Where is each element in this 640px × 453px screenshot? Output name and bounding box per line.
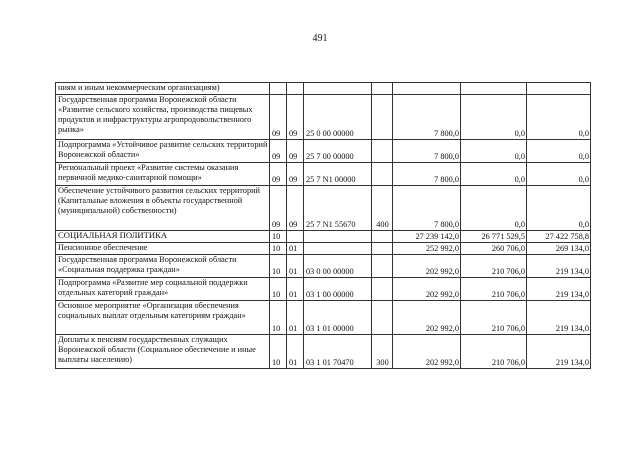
budget-table — [55, 82, 591, 369]
row-target-article: 03 1 00 00000 — [304, 278, 372, 301]
row-amount-year-3: 219 134,0 — [527, 335, 591, 369]
row-amount-year-1 — [393, 83, 461, 95]
row-subsection-code: 09 — [287, 186, 304, 231]
row-name: Обеспечение устойчивого развития сельских территорий (Капитальные вложения в объекты государственной (муниципальной) собственности) — [56, 186, 270, 231]
row-expense-type — [372, 83, 393, 95]
row-expense-type — [372, 140, 393, 163]
table-row — [56, 301, 591, 335]
row-expense-type — [372, 163, 393, 186]
row-amount-year-1: 7 800,0 — [393, 163, 461, 186]
row-name: Подпрограмма «Устойчивое развитие сельских территорий Воронежской области» — [56, 140, 270, 163]
row-expense-type — [372, 95, 393, 140]
row-section-code: 10 — [270, 243, 287, 255]
row-amount-year-1: 202 992,0 — [393, 278, 461, 301]
table-row — [56, 163, 591, 186]
row-amount-year-1: 27 239 142,0 — [393, 231, 461, 243]
table-row — [56, 231, 591, 243]
row-target-article: 03 1 01 70470 — [304, 335, 372, 369]
row-amount-year-2: 0,0 — [461, 186, 527, 231]
row-amount-year-3: 0,0 — [527, 95, 591, 140]
row-amount-year-1: 7 800,0 — [393, 186, 461, 231]
table-row — [56, 255, 591, 278]
row-target-article: 25 7 N1 00000 — [304, 163, 372, 186]
table-row — [56, 335, 591, 369]
row-section-code: 10 — [270, 231, 287, 243]
row-expense-type — [372, 231, 393, 243]
row-expense-type — [372, 301, 393, 335]
row-amount-year-3 — [527, 83, 591, 95]
row-target-article: 25 7 N1 55670 — [304, 186, 372, 231]
row-amount-year-1: 7 800,0 — [393, 95, 461, 140]
row-amount-year-3: 219 134,0 — [527, 255, 591, 278]
row-amount-year-2: 210 706,0 — [461, 255, 527, 278]
row-amount-year-2: 210 706,0 — [461, 301, 527, 335]
row-amount-year-2: 260 706,0 — [461, 243, 527, 255]
row-target-article: 25 7 00 00000 — [304, 140, 372, 163]
table-row — [56, 278, 591, 301]
row-section-code: 10 — [270, 335, 287, 369]
row-amount-year-2: 210 706,0 — [461, 335, 527, 369]
row-section-code: 09 — [270, 163, 287, 186]
row-target-article: 25 0 00 00000 — [304, 95, 372, 140]
row-amount-year-1: 202 992,0 — [393, 301, 461, 335]
row-subsection-code: 09 — [287, 163, 304, 186]
row-name: СОЦИАЛЬНАЯ ПОЛИТИКА — [56, 231, 270, 243]
row-subsection-code: 01 — [287, 255, 304, 278]
row-subsection-code: 01 — [287, 243, 304, 255]
row-name: Региональный проект «Развитие системы оказания первичной медико-санитарной помощи» — [56, 163, 270, 186]
row-amount-year-1: 202 992,0 — [393, 255, 461, 278]
row-subsection-code: 09 — [287, 140, 304, 163]
row-subsection-code — [287, 83, 304, 95]
row-amount-year-3: 0,0 — [527, 163, 591, 186]
table-row — [56, 95, 591, 140]
row-section-code: 10 — [270, 301, 287, 335]
row-section-code: 09 — [270, 140, 287, 163]
row-amount-year-2: 0,0 — [461, 140, 527, 163]
row-name: Подпрограмма «Развитие мер социальной поддержки отдельных категорий граждан» — [56, 278, 270, 301]
row-target-article — [304, 243, 372, 255]
table-row — [56, 140, 591, 163]
row-section-code: 10 — [270, 255, 287, 278]
row-amount-year-3: 219 134,0 — [527, 278, 591, 301]
row-target-article — [304, 231, 372, 243]
table-row — [56, 83, 591, 95]
row-amount-year-2: 0,0 — [461, 95, 527, 140]
row-expense-type: 300 — [372, 335, 393, 369]
row-expense-type — [372, 243, 393, 255]
table-row — [56, 243, 591, 255]
row-name: Государственная программа Воронежской области «Социальная поддержка граждан» — [56, 255, 270, 278]
row-amount-year-3: 219 134,0 — [527, 301, 591, 335]
row-amount-year-2: 0,0 — [461, 163, 527, 186]
row-amount-year-1: 7 800,0 — [393, 140, 461, 163]
row-expense-type: 400 — [372, 186, 393, 231]
row-subsection-code: 01 — [287, 335, 304, 369]
row-subsection-code — [287, 231, 304, 243]
row-name: Пенсионное обеспечение — [56, 243, 270, 255]
row-target-article — [304, 83, 372, 95]
row-amount-year-3: 0,0 — [527, 186, 591, 231]
row-subsection-code: 09 — [287, 95, 304, 140]
row-amount-year-1: 252 992,0 — [393, 243, 461, 255]
row-target-article: 03 1 01 00000 — [304, 301, 372, 335]
row-section-code: 09 — [270, 186, 287, 231]
row-section-code: 10 — [270, 278, 287, 301]
row-expense-type — [372, 255, 393, 278]
row-amount-year-1: 202 992,0 — [393, 335, 461, 369]
row-amount-year-3: 27 422 758,8 — [527, 231, 591, 243]
row-expense-type — [372, 278, 393, 301]
row-target-article: 03 0 00 00000 — [304, 255, 372, 278]
row-amount-year-2 — [461, 83, 527, 95]
row-amount-year-3: 0,0 — [527, 140, 591, 163]
row-section-code — [270, 83, 287, 95]
row-section-code: 09 — [270, 95, 287, 140]
row-name: Доплаты к пенсиям государственных служащих Воронежской области (Социальное обеспечение и иные выплаты населению) — [56, 335, 270, 369]
page-number: 491 — [312, 33, 328, 44]
table-row — [56, 186, 591, 231]
row-name: Основное мероприятие «Организация обеспечения социальных выплат отдельным категориям граждан» — [56, 301, 270, 335]
row-amount-year-2: 210 706,0 — [461, 278, 527, 301]
row-subsection-code: 01 — [287, 278, 304, 301]
row-subsection-code: 01 — [287, 301, 304, 335]
row-amount-year-3: 269 134,0 — [527, 243, 591, 255]
row-name: Государственная программа Воронежской области «Развитие сельского хозяйства, производства пищевых продуктов и инфраструктуры агропродовольственного рынка» — [56, 95, 270, 140]
row-name: ниям и иным некоммерческим организациям) — [56, 83, 270, 95]
row-amount-year-2: 26 771 529,5 — [461, 231, 527, 243]
